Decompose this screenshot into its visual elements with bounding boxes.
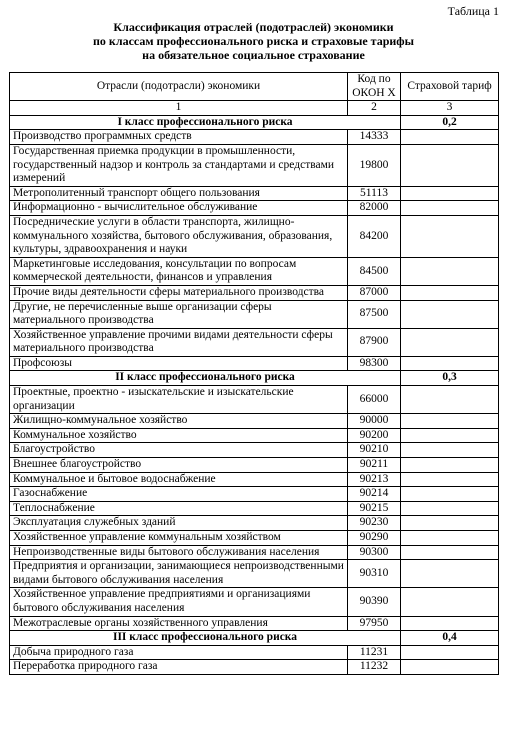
okonh-code: 90000 — [348, 414, 401, 429]
title-line: на обязательное социальное страхование — [142, 48, 365, 62]
okonh-code: 90200 — [348, 428, 401, 443]
okonh-code: 87900 — [348, 328, 401, 356]
table-row — [10, 300, 499, 328]
risk-class-row — [10, 631, 499, 646]
industry-name: Хозяйственное управление предприятиями и организациями бытового обслуживания населения — [10, 588, 348, 616]
industry-name: Внешнее благоустройство — [10, 458, 348, 473]
table-row — [10, 130, 499, 145]
table-row — [10, 660, 499, 675]
table-row — [10, 356, 499, 371]
industry-name: Непроизводственные виды бытового обслуживания населения — [10, 545, 348, 560]
okonh-code: 90210 — [348, 443, 401, 458]
document-title — [0, 20, 507, 62]
industry-name: Маркетинговые исследования, консультации по вопросам коммерческой деятельности, финансов и управления — [10, 257, 348, 285]
table-row — [10, 545, 499, 560]
okonh-code: 90215 — [348, 501, 401, 516]
okonh-code: 90213 — [348, 472, 401, 487]
tariff-cell — [401, 257, 499, 285]
table-row — [10, 516, 499, 531]
okonh-code: 90211 — [348, 458, 401, 473]
okonh-code: 90230 — [348, 516, 401, 531]
industry-name: Газоснабжение — [10, 487, 348, 502]
okonh-code: 19800 — [348, 144, 401, 186]
risk-class-tariff: 0,4 — [401, 631, 499, 646]
table-body — [10, 115, 499, 674]
table-row — [10, 443, 499, 458]
industry-name: Государственная приемка продукции в промышленности, государственный надзор и контроль за стандартами и средствами измерений — [10, 144, 348, 186]
industry-name: Коммунальное хозяйство — [10, 428, 348, 443]
header-code: Код по ОКОН Х — [348, 73, 401, 101]
column-number: 2 — [348, 101, 401, 116]
okonh-code: 11232 — [348, 660, 401, 675]
table-row — [10, 201, 499, 216]
industry-name: Профсоюзы — [10, 356, 348, 371]
risk-class-row — [10, 371, 499, 386]
table-row — [10, 328, 499, 356]
classification-table — [9, 72, 499, 675]
column-number: 3 — [401, 101, 499, 116]
table-row — [10, 588, 499, 616]
tariff-cell — [401, 472, 499, 487]
table-row — [10, 428, 499, 443]
industry-name: Теплоснабжение — [10, 501, 348, 516]
tariff-cell — [401, 186, 499, 201]
table-row — [10, 257, 499, 285]
tariff-cell — [401, 300, 499, 328]
okonh-code: 90300 — [348, 545, 401, 560]
header-tariff: Страховой тариф — [401, 73, 499, 101]
table-row — [10, 186, 499, 201]
industry-name: Прочие виды деятельности сферы материального производства — [10, 285, 348, 300]
okonh-code: 51113 — [348, 186, 401, 201]
okonh-code: 84200 — [348, 215, 401, 257]
tariff-cell — [401, 531, 499, 546]
table-row — [10, 645, 499, 660]
table-row — [10, 531, 499, 546]
okonh-code: 87000 — [348, 285, 401, 300]
risk-class-name: III класс профессионального риска — [10, 631, 401, 646]
table-row — [10, 501, 499, 516]
table-row — [10, 285, 499, 300]
tariff-cell — [401, 516, 499, 531]
tariff-cell — [401, 144, 499, 186]
tariff-cell — [401, 201, 499, 216]
table-row — [10, 472, 499, 487]
tariff-cell — [401, 616, 499, 631]
table-row — [10, 414, 499, 429]
tariff-cell — [401, 458, 499, 473]
industry-name: Эксплуатация служебных зданий — [10, 516, 348, 531]
risk-class-row — [10, 115, 499, 130]
industry-name: Проектные, проектно - изыскательские и изыскательские организации — [10, 386, 348, 414]
tariff-cell — [401, 215, 499, 257]
tariff-cell — [401, 285, 499, 300]
title-line: Классификация отраслей (подотраслей) экономики — [113, 20, 394, 34]
industry-name: Коммунальное и бытовое водоснабжение — [10, 472, 348, 487]
tariff-cell — [401, 428, 499, 443]
tariff-cell — [401, 660, 499, 675]
okonh-code: 82000 — [348, 201, 401, 216]
okonh-code: 66000 — [348, 386, 401, 414]
title-line: по классам профессионального риска и страховые тарифы — [93, 34, 414, 48]
industry-name: Предприятия и организации, занимающиеся непроизводственными видами бытового обслуживания населения — [10, 560, 348, 588]
column-number: 1 — [10, 101, 348, 116]
table-row — [10, 458, 499, 473]
table-row — [10, 144, 499, 186]
table-row — [10, 487, 499, 502]
industry-name: Информационно - вычислительное обслуживание — [10, 201, 348, 216]
okonh-code: 90310 — [348, 560, 401, 588]
tariff-cell — [401, 560, 499, 588]
okonh-code: 14333 — [348, 130, 401, 145]
industry-name: Метрополитенный транспорт общего пользования — [10, 186, 348, 201]
okonh-code: 90290 — [348, 531, 401, 546]
industry-name: Межотраслевые органы хозяйственного управления — [10, 616, 348, 631]
tariff-cell — [401, 501, 499, 516]
okonh-code: 90214 — [348, 487, 401, 502]
risk-class-tariff: 0,3 — [401, 371, 499, 386]
okonh-code: 84500 — [348, 257, 401, 285]
header-industry: Отрасли (подотрасли) экономики — [10, 73, 348, 101]
table-row — [10, 616, 499, 631]
okonh-code: 11231 — [348, 645, 401, 660]
industry-name: Переработка природного газа — [10, 660, 348, 675]
industry-name: Жилищно-коммунальное хозяйство — [10, 414, 348, 429]
tariff-cell — [401, 130, 499, 145]
industry-name: Производство программных средств — [10, 130, 348, 145]
industry-name: Добыча природного газа — [10, 645, 348, 660]
table-row — [10, 386, 499, 414]
tariff-cell — [401, 487, 499, 502]
table-label: Таблица 1 — [447, 4, 499, 18]
table-row — [10, 560, 499, 588]
okonh-code: 87500 — [348, 300, 401, 328]
table-row — [10, 215, 499, 257]
tariff-cell — [401, 386, 499, 414]
okonh-code: 97950 — [348, 616, 401, 631]
tariff-cell — [401, 645, 499, 660]
industry-name: Посреднические услуги в области транспорта, жилищно-коммунального хозяйства, бытового обслуживания, образования, культуры, здравоохранения и науки — [10, 215, 348, 257]
tariff-cell — [401, 328, 499, 356]
okonh-code: 98300 — [348, 356, 401, 371]
industry-name: Хозяйственное управление прочими видами деятельности сферы материального производства — [10, 328, 348, 356]
risk-class-tariff: 0,2 — [401, 115, 499, 130]
industry-name: Другие, не перечисленные выше организации сферы материального производства — [10, 300, 348, 328]
tariff-cell — [401, 545, 499, 560]
risk-class-name: I класс профессионального риска — [10, 115, 401, 130]
tariff-cell — [401, 443, 499, 458]
okonh-code: 90390 — [348, 588, 401, 616]
risk-class-name: II класс профессионального риска — [10, 371, 401, 386]
industry-name: Хозяйственное управление коммунальным хозяйством — [10, 531, 348, 546]
industry-name: Благоустройство — [10, 443, 348, 458]
tariff-cell — [401, 414, 499, 429]
tariff-cell — [401, 356, 499, 371]
tariff-cell — [401, 588, 499, 616]
